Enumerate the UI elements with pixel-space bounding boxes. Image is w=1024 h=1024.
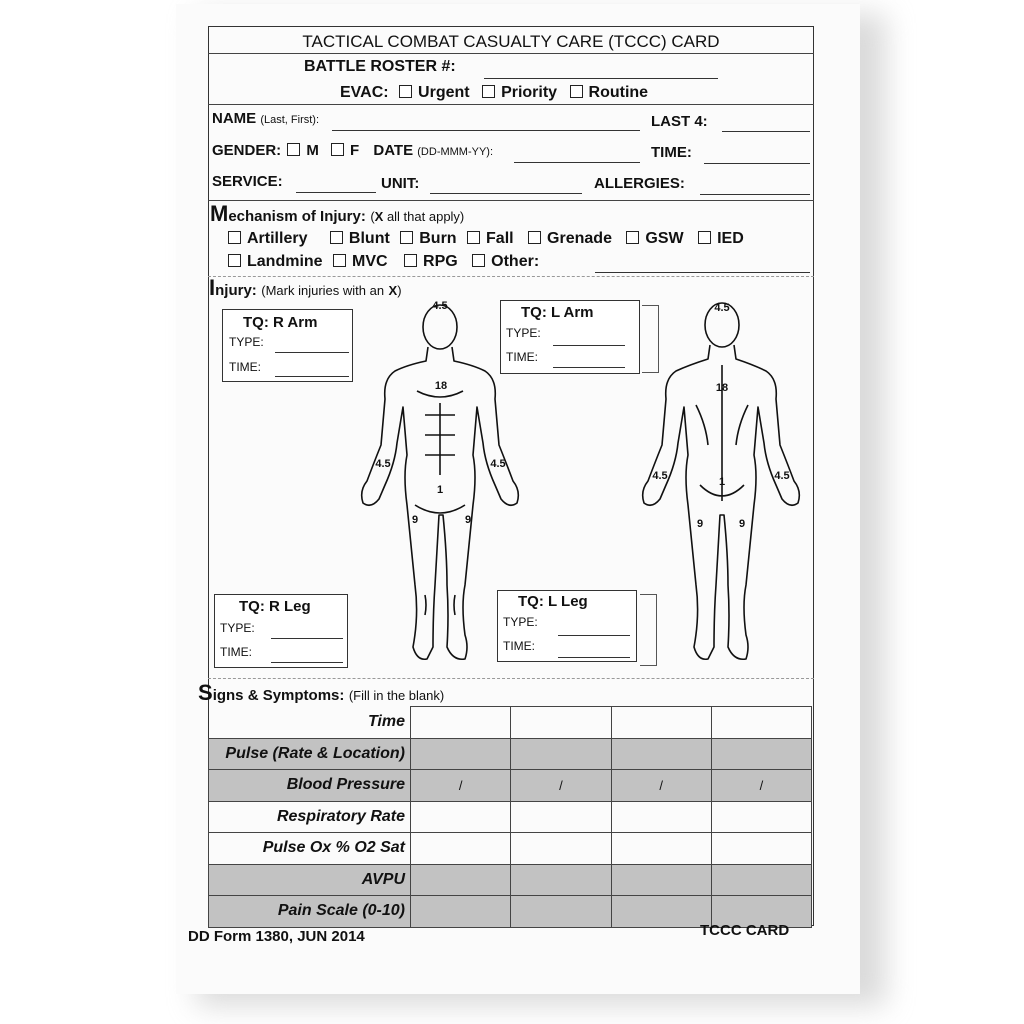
moi-other-field[interactable] — [595, 272, 810, 273]
evac-label: EVAC: — [340, 84, 389, 101]
allergies-field[interactable] — [700, 194, 810, 195]
row-blood-pressure: Blood Pressure / / / / — [209, 770, 812, 802]
moi-rpg[interactable]: RPG — [404, 253, 458, 270]
service-field[interactable] — [296, 192, 376, 193]
mechanism-row-2 — [228, 253, 539, 271]
tq-right-arm-box: TQ: R Arm TYPE: TIME: — [222, 309, 353, 382]
allergies-label: ALLERGIES: — [594, 175, 685, 192]
tq-right-leg-time-field[interactable] — [271, 662, 343, 663]
time-field[interactable] — [704, 163, 810, 164]
row-avpu: AVPU — [209, 864, 812, 896]
front-torso-pct: 18 — [434, 380, 448, 392]
back-left-leg-pct: 9 — [696, 518, 704, 530]
divider — [208, 104, 814, 105]
tq-left-arm-box: TQ: L Arm TYPE: TIME: — [500, 300, 640, 374]
front-right-leg-pct: 9 — [411, 514, 419, 526]
mechanism-row-1 — [228, 230, 744, 248]
moi-ied[interactable]: IED — [698, 230, 744, 247]
battle-roster-field[interactable] — [484, 78, 718, 79]
front-left-arm-pct: 4.5 — [490, 458, 506, 470]
evac-urgent-checkbox[interactable] — [399, 85, 412, 98]
card-title: TACTICAL COMBAT CASUALTY CARE (TCCC) CARD — [302, 32, 720, 51]
evac-urgent-label: Urgent — [418, 84, 470, 101]
last4-field[interactable] — [722, 131, 810, 132]
back-head-pct: 4.5 — [714, 302, 730, 314]
tq-left-arm-type-field[interactable] — [553, 345, 625, 346]
row-pulse: Pulse (Rate & Location) — [209, 738, 812, 770]
signs-title: Signs & Symptoms: (Fill in the blank) — [198, 680, 445, 705]
unit-field[interactable] — [430, 193, 582, 194]
back-groin-pct: 1 — [718, 476, 726, 488]
name-field[interactable] — [332, 130, 640, 131]
tq-left-leg-box: TQ: L Leg TYPE: TIME: — [497, 590, 637, 662]
form-number: DD Form 1380, JUN 2014 — [188, 928, 365, 945]
tq-right-leg-type-field[interactable] — [271, 638, 343, 639]
moi-blunt[interactable]: Blunt — [330, 230, 390, 247]
name-label: NAME (Last, First): — [212, 110, 320, 127]
back-torso-pct: 18 — [715, 382, 729, 394]
row-time: Time — [209, 707, 812, 739]
moi-mvc[interactable]: MVC — [333, 253, 388, 270]
evac-routine-label: Routine — [588, 84, 649, 101]
date-field[interactable] — [514, 162, 640, 163]
gender-row: GENDER: M F DATE (DD-MMM-YY): — [212, 142, 494, 159]
front-head-pct: 4.5 — [432, 300, 448, 312]
injury-title: Injury: (Mark injuries with an X) — [209, 275, 402, 300]
evac-priority-checkbox[interactable] — [482, 85, 495, 98]
divider — [208, 678, 814, 679]
moi-grenade[interactable]: Grenade — [528, 230, 612, 247]
battle-roster-label: BATTLE ROSTER #: — [304, 58, 456, 75]
moi-artillery[interactable]: Artillery — [228, 230, 307, 247]
row-pain-scale: Pain Scale (0-10) — [209, 896, 812, 928]
back-right-arm-pct: 4.5 — [774, 470, 790, 482]
tq-left-leg-type-field[interactable] — [558, 635, 630, 636]
signs-table — [208, 706, 812, 928]
moi-landmine[interactable]: Landmine — [228, 253, 323, 270]
time-label: TIME: — [651, 144, 692, 161]
front-left-leg-pct: 9 — [464, 514, 472, 526]
tq-left-leg-title: TQ: L Leg — [518, 593, 588, 610]
tq-left-arm-time-field[interactable] — [553, 367, 625, 368]
tq-right-leg-box: TQ: R Leg TYPE: TIME: — [214, 594, 348, 668]
evac-row — [340, 84, 648, 102]
back-left-arm-pct: 4.5 — [652, 470, 668, 482]
divider — [208, 53, 814, 54]
front-groin-pct: 1 — [436, 484, 444, 496]
front-right-arm-pct: 4.5 — [375, 458, 391, 470]
gender-f-checkbox[interactable] — [331, 143, 344, 156]
tq-left-leg-tab — [640, 594, 657, 666]
moi-gsw[interactable]: GSW — [626, 230, 683, 247]
back-right-leg-pct: 9 — [738, 518, 746, 530]
last4-label: LAST 4: — [651, 113, 708, 130]
moi-fall[interactable]: Fall — [467, 230, 514, 247]
unit-label: UNIT: — [381, 175, 420, 192]
service-label: SERVICE: — [212, 173, 283, 190]
evac-priority-label: Priority — [501, 84, 558, 101]
tq-right-leg-title: TQ: R Leg — [239, 598, 311, 615]
row-respiratory-rate: Respiratory Rate — [209, 801, 812, 833]
evac-routine-checkbox[interactable] — [570, 85, 583, 98]
tq-left-leg-time-field[interactable] — [558, 657, 630, 658]
tq-left-arm-tab — [642, 305, 659, 373]
moi-burn[interactable]: Burn — [400, 230, 456, 247]
moi-other[interactable]: Other: — [472, 253, 539, 270]
tq-right-arm-type-field[interactable] — [275, 352, 349, 353]
tq-right-arm-title: TQ: R Arm — [243, 314, 318, 331]
card-footer-label: TCCC CARD — [700, 922, 790, 939]
back-body-diagram[interactable] — [636, 295, 808, 667]
row-pulse-ox: Pulse Ox % O2 Sat — [209, 833, 812, 865]
tq-left-arm-title: TQ: L Arm — [521, 304, 594, 321]
tq-right-arm-time-field[interactable] — [275, 376, 349, 377]
mechanism-title: Mechanism of Injury: (X all that apply) — [210, 201, 465, 226]
gender-m-checkbox[interactable] — [287, 143, 300, 156]
